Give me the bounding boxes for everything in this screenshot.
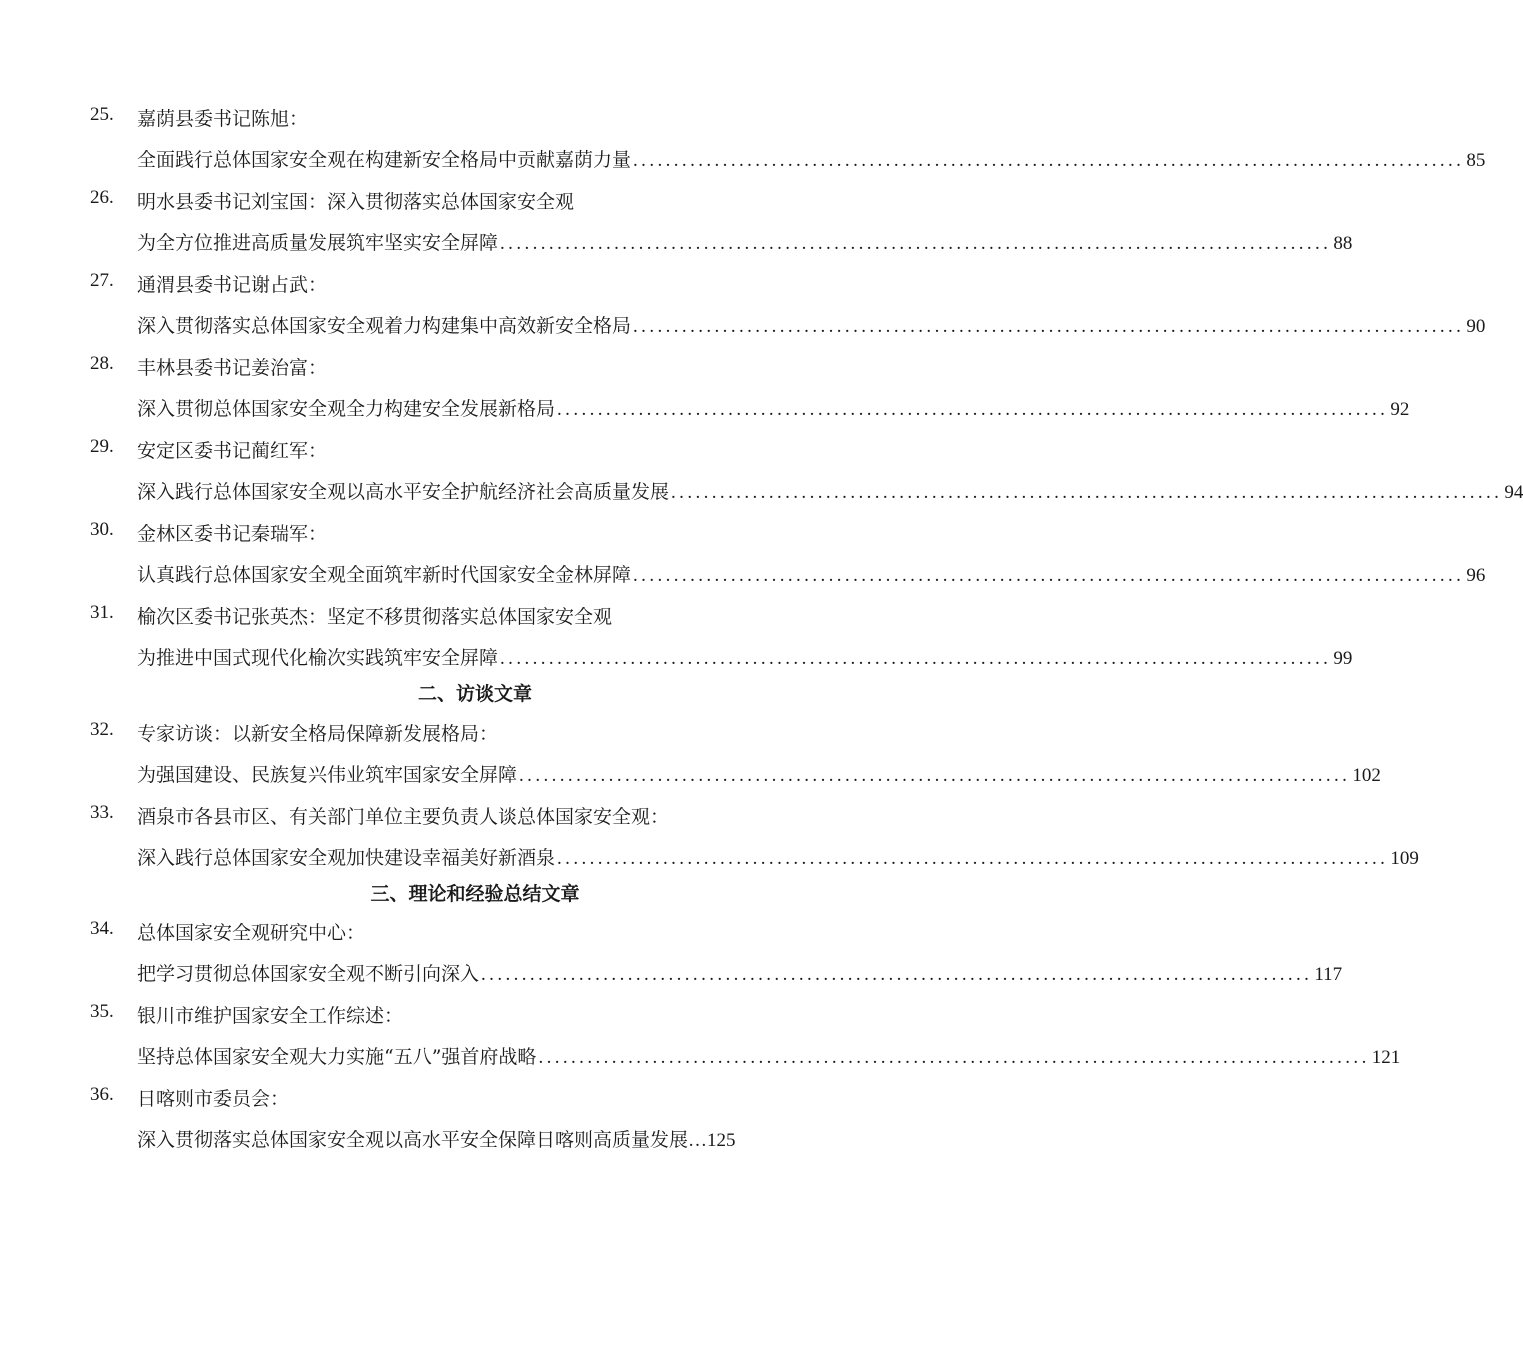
dot-leader: ...................................................................................................... [633, 316, 1465, 337]
entry-title-line[interactable] [137, 394, 1410, 421]
page-number: 96 [1466, 565, 1486, 586]
entry-author: 明水县委书记刘宝国：深入贯彻落实总体国家安全观 [137, 191, 575, 213]
entry-title: 把学习贯彻总体国家安全观不断引向深入 [137, 963, 480, 985]
entry-title: 深入贯彻落实总体国家安全观以高水平安全保障日喀则高质量发展 [137, 1129, 689, 1151]
entry-author: 丰林县委书记姜治富： [137, 357, 328, 379]
dot-leader: ...................................................................................................... [500, 233, 1332, 254]
entry-title: 为推进中国式现代化榆次实践筑牢安全屏障 [137, 647, 499, 669]
dot-leader: ...................................................................................................... [633, 565, 1465, 586]
entry-title-line[interactable] [137, 959, 1343, 986]
page-number: 88 [1333, 233, 1353, 254]
dot-leader: ...................................................................................................... [633, 150, 1465, 171]
entry-author: 安定区委书记蔺红军： [137, 440, 328, 462]
entry-title: 为全方位推进高质量发展筑牢坚实安全屏障 [137, 232, 499, 254]
entry-title: 深入贯彻总体国家安全观全力构建安全发展新格局 [137, 398, 556, 420]
entry-title-line[interactable] [137, 145, 1486, 172]
entry-title-line[interactable] [137, 643, 1353, 670]
entry-title-line[interactable] [137, 1125, 842, 1152]
entry-title: 深入贯彻落实总体国家安全观着力构建集中高效新安全格局 [137, 315, 632, 337]
entry-title-line[interactable] [137, 560, 1486, 587]
page-number: 102 [1352, 765, 1381, 786]
entry-author: 银川市维护国家安全工作综述： [137, 1005, 404, 1027]
entry-title-line[interactable] [137, 760, 1381, 787]
page-number: 92 [1390, 399, 1410, 420]
page-number: 117 [1314, 964, 1343, 985]
entry-number: 34. [90, 918, 114, 939]
entry-author: 专家访谈：以新安全格局保障新发展格局： [137, 723, 499, 745]
entry-number: 35. [90, 1001, 114, 1022]
entry-author: 通渭县委书记谢占武： [137, 274, 328, 296]
entry-author: 榆次区委书记张英杰：坚定不移贯彻落实总体国家安全观 [137, 606, 613, 628]
entry-title: 认真践行总体国家安全观全面筑牢新时代国家安全金林屏障 [137, 564, 632, 586]
entry-number: 33. [90, 802, 114, 823]
entry-title: 坚持总体国家安全观大力实施“五八”强首府战略 [137, 1046, 537, 1068]
entry-number: 29. [90, 436, 114, 457]
section-heading: 二、访谈文章 [417, 683, 532, 705]
entry-author: 金林区委书记秦瑞军： [137, 523, 328, 545]
dot-leader: ...................................................................................................... [671, 482, 1503, 503]
dot-leader: ...................................................................................................... [538, 1047, 1370, 1068]
entry-title-line[interactable] [137, 843, 1419, 870]
dot-leader: ...................................................................................................... [519, 765, 1351, 786]
entry-author: 酒泉市各县市区、有关部门单位主要负责人谈总体国家安全观： [137, 806, 670, 828]
entry-title-line[interactable] [137, 228, 1353, 255]
entry-number: 31. [90, 602, 114, 623]
page-number: 109 [1390, 848, 1419, 869]
entry-title-line[interactable] [137, 311, 1486, 338]
entry-title: 深入践行总体国家安全观以高水平安全护航经济社会高质量发展 [137, 481, 670, 503]
page-number: 99 [1333, 648, 1353, 669]
dot-leader: ...................................................................................................... [557, 399, 1389, 420]
entry-number: 25. [90, 104, 114, 125]
entry-title-line[interactable] [137, 1042, 1401, 1069]
entry-number: 27. [90, 270, 114, 291]
entry-number: 36. [90, 1084, 114, 1105]
ellipsis-leader: … [688, 1130, 708, 1151]
page-number: 121 [1371, 1047, 1401, 1068]
section-heading: 三、理论和经验总结文章 [370, 883, 580, 905]
entry-author: 嘉荫县委书记陈旭： [137, 108, 309, 130]
entry-title: 为强国建设、民族复兴伟业筑牢国家安全屏障 [137, 764, 518, 786]
entry-author: 日喀则市委员会： [137, 1088, 290, 1110]
dot-leader: ...................................................................................................... [481, 964, 1313, 985]
page-number: 90 [1466, 316, 1486, 337]
entry-number: 32. [90, 719, 114, 740]
page-number: 85 [1466, 150, 1486, 171]
entry-title-line[interactable] [137, 477, 1523, 504]
dot-leader: ...................................................................................................... [557, 848, 1389, 869]
entry-number: 30. [90, 519, 114, 540]
entry-number: 28. [90, 353, 114, 374]
entry-title: 深入践行总体国家安全观加快建设幸福美好新酒泉 [137, 847, 556, 869]
entry-number: 26. [90, 187, 114, 208]
page-number: 125 [707, 1130, 736, 1151]
entry-author: 总体国家安全观研究中心： [137, 922, 366, 944]
page-number: 94 [1504, 482, 1523, 503]
dot-leader: ...................................................................................................... [500, 648, 1332, 669]
entry-title: 全面践行总体国家安全观在构建新安全格局中贡献嘉荫力量 [137, 149, 632, 171]
